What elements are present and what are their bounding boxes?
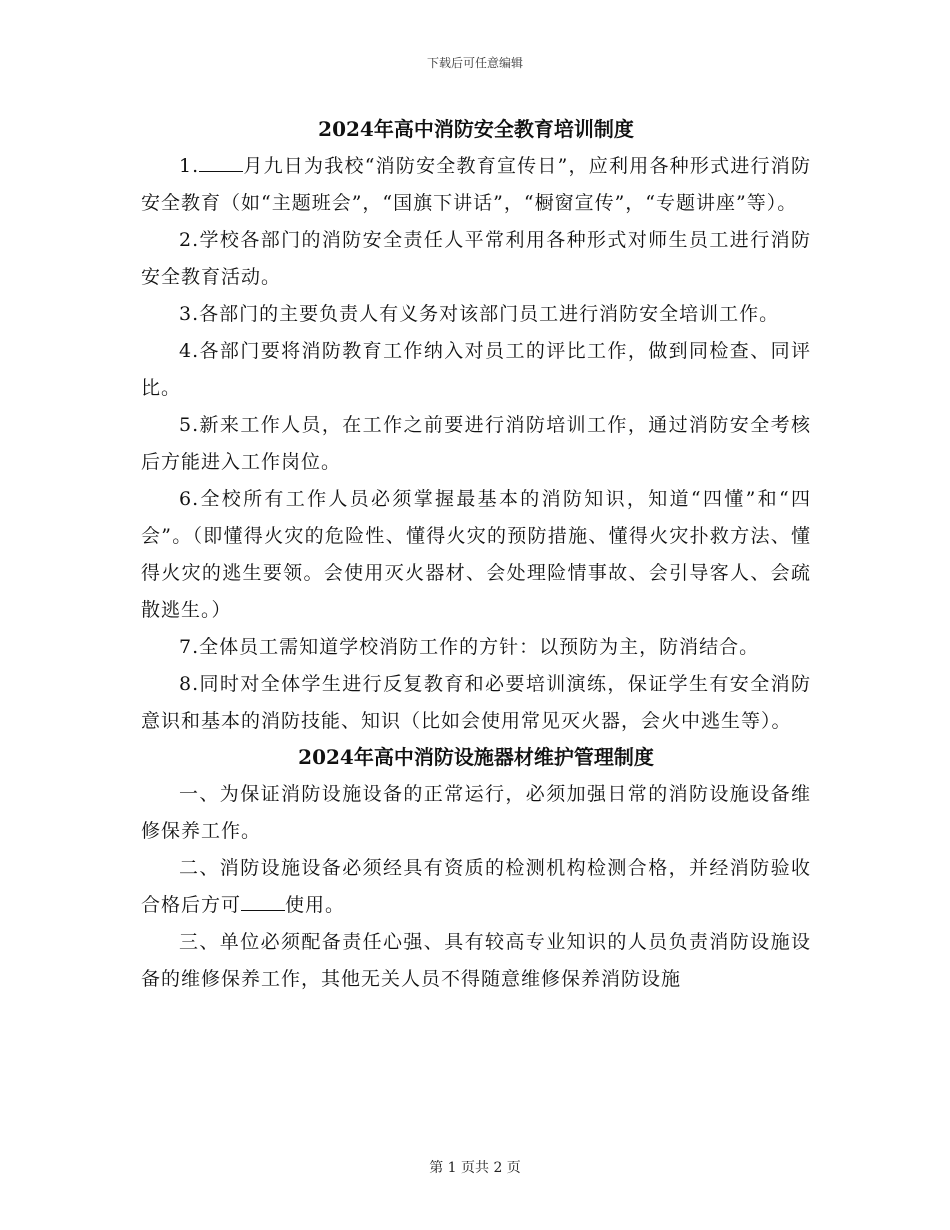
section2-item-1: 一、为保证消防设施设备的正常运行，必须加强日常的消防设施设备维修保养工作。 xyxy=(141,783,811,842)
header-note: 下载后可任意编辑 xyxy=(426,56,523,70)
section1-item-6: 6.全校所有工作人员必须掌握最基本的消防知识，知道“四懂”和“四会”。（即懂得火灾的危险性、懂得火灾的预防措施、懂得火灾扑救方法、懂得火灾的逃生要领。会使用灭火器材、会处理险情事故、会引导客人、会疏散逃生。） xyxy=(141,488,811,621)
document-body xyxy=(141,112,811,998)
blank-line xyxy=(199,153,243,172)
section1-item-7: 7.全体员工需知道学校消防工作的方针：以预防为主，防消结合。 xyxy=(179,636,760,658)
blank-line xyxy=(241,892,285,911)
section2-item-3: 三、单位必须配备责任心强、具有较高专业知识的人员负责消防设施设备的维修保养工作，其他无关人员不得随意维修保养消防设施 xyxy=(141,931,811,990)
section1-item-5: 5.新来工作人员，在工作之前要进行消防培训工作，通过消防安全考核后方能进入工作岗位。 xyxy=(141,414,811,473)
item-text-after: 使用。 xyxy=(285,894,346,916)
section2-title: 2024年高中消防设施器材维护管理制度 xyxy=(298,745,654,769)
page-footer: 第 1 页共 2 页 xyxy=(429,1160,521,1176)
item-number-prefix: 1. xyxy=(179,155,200,177)
section1-item-1 xyxy=(141,148,811,222)
section2-item-2 xyxy=(141,850,811,924)
section1-title: 2024年高中消防安全教育培训制度 xyxy=(318,117,634,141)
section1-item-2: 2.学校各部门的消防安全责任人平常利用各种形式对师生员工进行消防安全教育活动。 xyxy=(141,229,811,288)
item-text-before: 二、消防设施设备必须经具有资质的检测机构检测合格，并经消防验收合格后方可 xyxy=(141,857,811,916)
section1-item-8: 8.同时对全体学生进行反复教育和必要培训演练，保证学生有安全消防意识和基本的消防技能、知识（比如会使用常见灭火器，会火中逃生等）。 xyxy=(141,673,811,732)
section1-item-4: 4.各部门要将消防教育工作纳入对员工的评比工作，做到同检查、同评比。 xyxy=(141,340,811,399)
item-text: 月九日为我校“消防安全教育宣传日”，应利用各种形式进行消防安全教育（如“主题班会”，“国旗下讲话”，“橱窗宣传”，“专题讲座”等）。 xyxy=(141,155,811,214)
section1-item-3: 3.各部门的主要负责人有义务对该部门员工进行消防安全培训工作。 xyxy=(179,303,780,325)
